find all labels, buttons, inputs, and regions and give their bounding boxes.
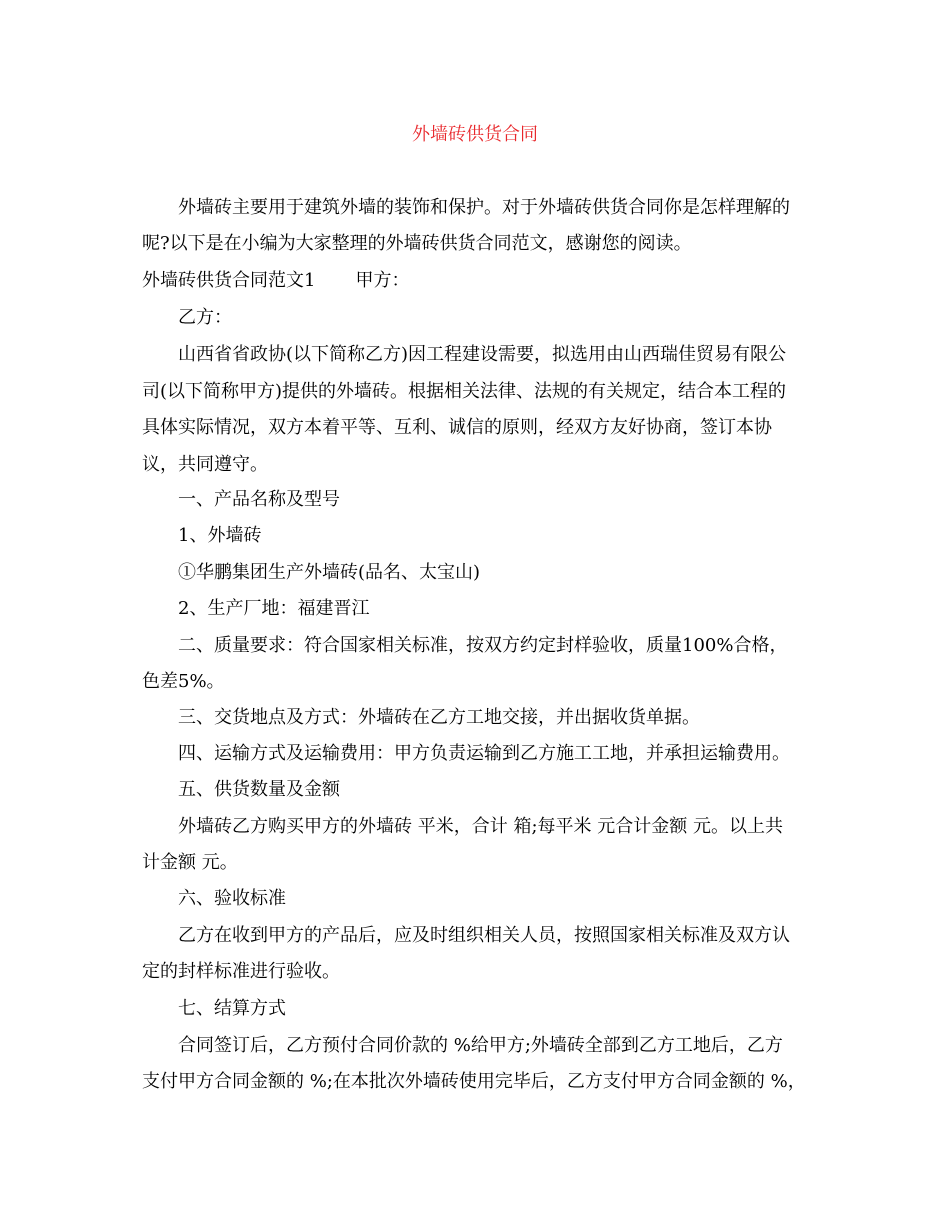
clause-item: 1、外墙砖: [178, 525, 262, 546]
paragraph-line: 色差5%。: [142, 671, 225, 692]
paragraph-line: 合同签订后，乙方预付合同价款的 %给甲方;外墙砖全部到乙方工地后，乙方: [178, 1035, 783, 1056]
clause-heading: 四、运输方式及运输费用：甲方负责运输到乙方施工工地，并承担运输费用。: [178, 743, 790, 764]
paragraph-line: 具体实际情况，双方本着平等、互利、诚信的原则，经双方友好协商，签订本协: [142, 417, 772, 438]
paragraph-line: 呢?以下是在小编为大家整理的外墙砖供货合同范文，感谢您的阅读。: [142, 233, 692, 254]
party-b-label: 乙方：: [178, 307, 232, 328]
clause-heading: 五、供货数量及金额: [178, 779, 340, 800]
paragraph-line: 议，共同遵守。: [142, 454, 268, 475]
clause-item: 2、生产厂地：福建晋江: [178, 598, 370, 619]
paragraph-line: 计金额 元。: [142, 852, 238, 873]
clause-item: ①华鹏集团生产外墙砖(品名、太宝山): [178, 562, 481, 583]
paragraph-line: 外墙砖主要用于建筑外墙的装饰和保护。对于外墙砖供货合同你是怎样理解的: [178, 197, 790, 218]
clause-heading: 六、验收标准: [178, 888, 286, 909]
document-title: 外墙砖供货合同: [412, 124, 538, 145]
paragraph-line: 乙方在收到甲方的产品后，应及时组织相关人员，按照国家相关标准及双方认: [178, 925, 790, 946]
paragraph-line: 定的封样标准进行验收。: [142, 961, 340, 982]
clause-heading: 一、产品名称及型号: [178, 489, 340, 510]
paragraph-line: 山西省省政协(以下简称乙方)因工程建设需要，拟选用由山西瑞佳贸易有限公: [178, 344, 787, 365]
paragraph-line: 支付甲方合同金额的 %;在本批次外墙砖使用完毕后，乙方支付甲方合同金额的 %，: [142, 1071, 806, 1092]
section-heading-line: [142, 269, 822, 293]
paragraph-line: 司(以下简称甲方)提供的外墙砖。根据相关法律、法规的有关规定，结合本工程的: [142, 381, 787, 402]
clause-heading: 二、质量要求：符合国家相关标准，按双方约定封样验收，质量100%合格，: [178, 635, 788, 656]
party-a-label: 甲方：: [355, 270, 410, 291]
clause-heading: 三、交货地点及方式：外墙砖在乙方工地交接，并出据收货单据。: [178, 707, 700, 728]
sample-heading: 外墙砖供货合同范文1: [142, 270, 316, 291]
clause-heading: 七、结算方式: [178, 998, 286, 1019]
paragraph-line: 外墙砖乙方购买甲方的外墙砖 平米，合计 箱;每平米 元合计金额 元。以上共: [178, 816, 783, 837]
